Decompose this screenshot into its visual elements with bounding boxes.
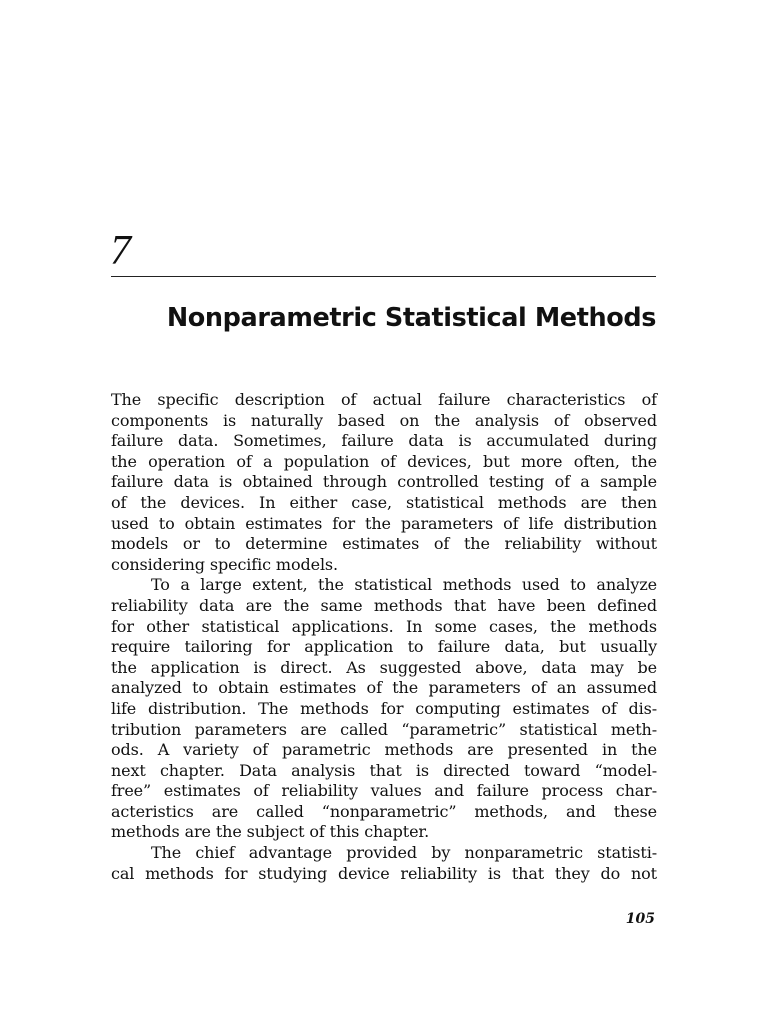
text-line: the operation of a population of devices, but more often, the	[111, 451, 657, 471]
text-line: cal methods for studying device reliability is that they do not	[111, 863, 657, 883]
text-line: methods are the subject of this chapter.	[111, 822, 430, 842]
paragraph-2	[111, 575, 657, 843]
text-line: The chief advantage provided by nonparametric statisti-	[151, 843, 657, 863]
text-line: acteristics are called “nonparametric” methods, and these	[111, 801, 657, 821]
text-line: used to obtain estimates for the parameters of life distribution	[111, 513, 657, 533]
text-line: free” estimates of reliability values and failure process char-	[111, 781, 657, 801]
text-line: analyzed to obtain estimates of the parameters of an assumed	[111, 678, 657, 698]
text-line: reliability data are the same methods that have been defined	[111, 595, 657, 615]
text-line: life distribution. The methods for computing estimates of dis-	[111, 698, 657, 718]
text-line: require tailoring for application to failure data, but usually	[111, 637, 657, 657]
page-number: 105	[625, 911, 655, 927]
text-line: models or to determine estimates of the reliability without	[111, 534, 657, 554]
paragraph-1	[111, 390, 657, 575]
text-line: failure data. Sometimes, failure data is accumulated during	[111, 431, 657, 451]
text-line: next chapter. Data analysis that is directed toward “model-	[111, 760, 657, 780]
chapter-rule	[111, 276, 656, 277]
text-line: To a large extent, the statistical methods used to analyze	[151, 575, 657, 595]
text-line: failure data is obtained through controlled testing of a sample	[111, 472, 657, 492]
text-line: The specific description of actual failure characteristics of	[111, 390, 657, 409]
text-line: for other statistical applications. In some cases, the methods	[111, 616, 657, 636]
text-line: tribution parameters are called “parametric” statistical meth-	[111, 719, 657, 739]
body-text	[111, 390, 657, 884]
text-line: considering specific models.	[111, 554, 338, 574]
text-line: of the devices. In either case, statistical methods are then	[111, 492, 657, 512]
chapter-title: Nonparametric Statistical Methods	[166, 303, 656, 333]
text-line: components is naturally based on the analysis of observed	[111, 410, 657, 430]
text-line: the application is direct. As suggested above, data may be	[111, 657, 657, 677]
paragraph-3	[111, 843, 657, 884]
text-line: ods. A variety of parametric methods are presented in the	[111, 740, 657, 760]
chapter-number: 7	[110, 228, 131, 274]
